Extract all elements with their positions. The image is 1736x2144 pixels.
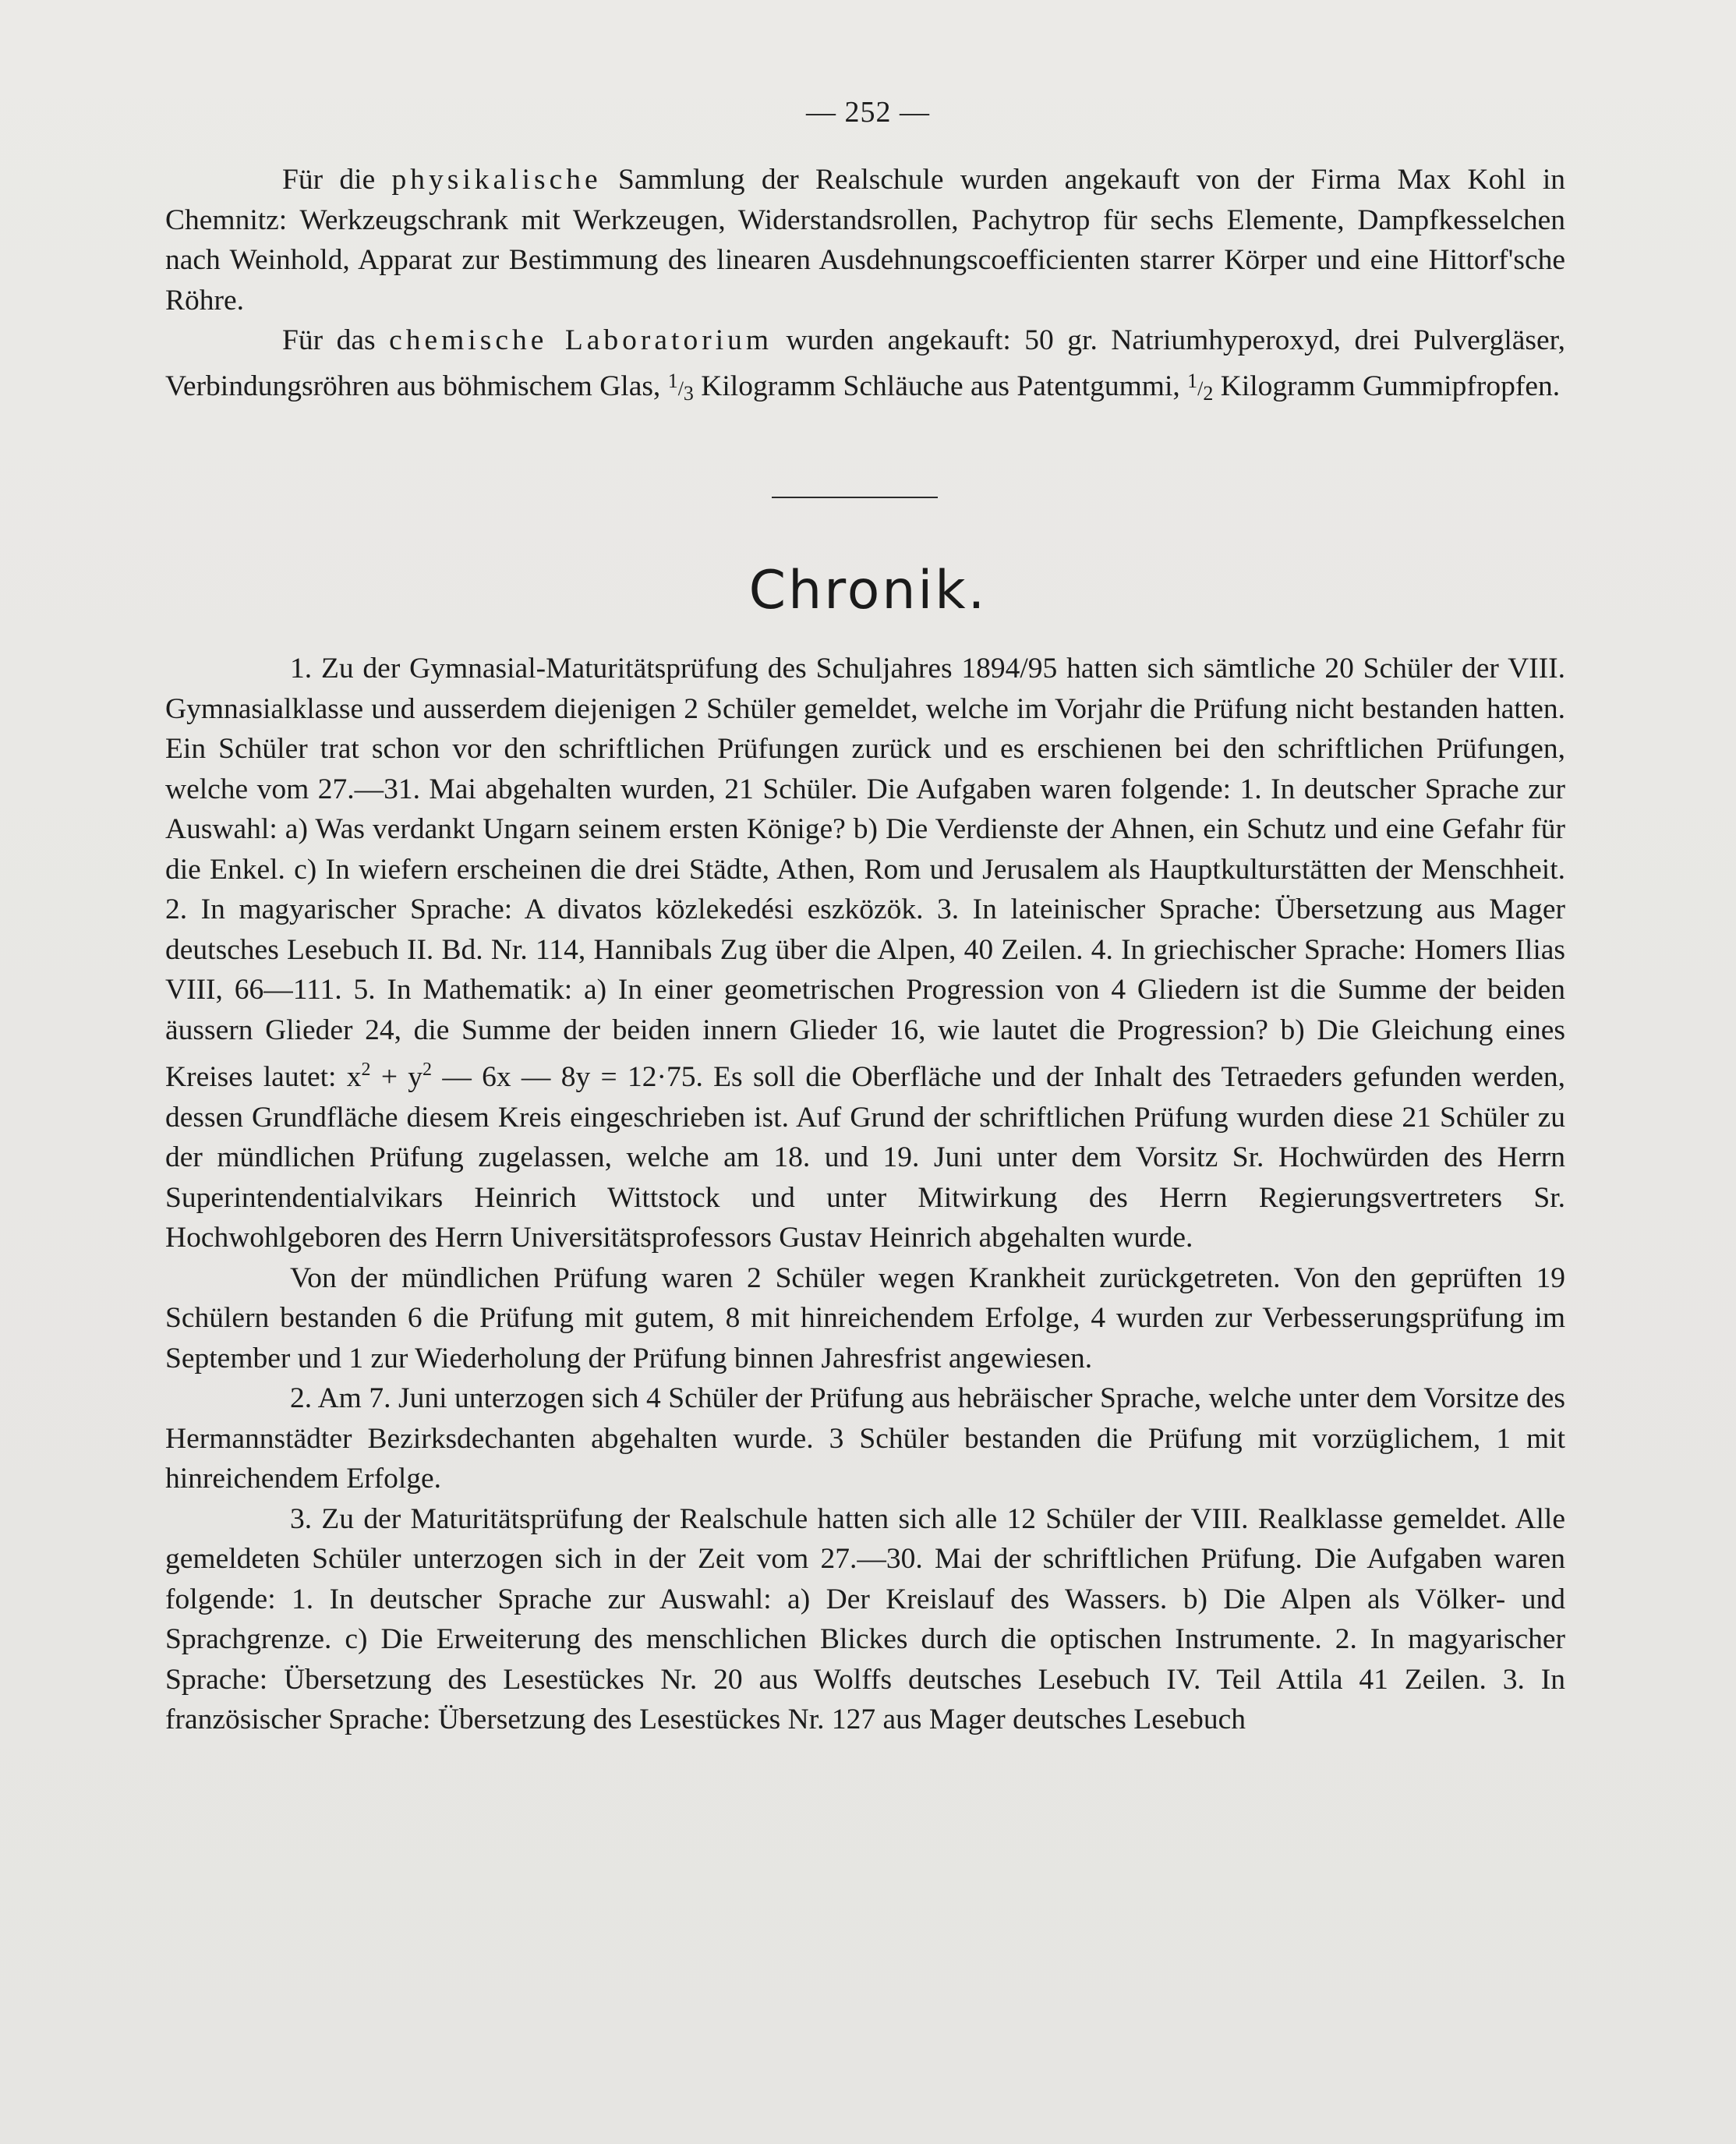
- chemistry-body-3: Kilogramm Gummipfropfen.: [1213, 370, 1561, 402]
- acquisitions-section: [165, 160, 1565, 413]
- hebrew-exam-paragraph: 2. Am 7. Juni unterzogen sich 4 Schüler der Prüfung aus hebräischer Sprache, welche unter dem Vorsitze des Hermannstädter Bezirksdechanten abgehalten wurde. 3 Schüler bestanden die Prüfung mit vorzüglichem, 1 mit hinreichendem Erfolge.: [165, 1382, 1565, 1495]
- oral-exam-paragraph: Von der mündlichen Prüfung waren 2 Schüler wegen Krankheit zurückgetreten. Von den geprüften 19 Schülern bestanden 6 die Prüfung mit gutem, 8 mit hinreichendem Erfolge, 4 wurden zur Verbesserungsprüfung im September und 1 zur Wiederholung der Prüfung binnen Jahresfrist angewiesen.: [165, 1261, 1565, 1374]
- superscript-2: 2: [361, 1060, 371, 1080]
- chronik-section: [165, 649, 1565, 1740]
- realschule-maturity-paragraph: 3. Zu der Maturitätsprüfung der Realschule hatten sich alle 12 Schüler der VIII. Realklasse gemeldet. Alle gemeldeten Schüler unterzogen sich in der Zeit vom 27.—30. Mai der schriftlichen Prüfung. Die Aufgaben waren folgende: 1. In deutscher Sprache zur Auswahl: a) Der Kreislauf des Wassers. b) Die Alpen als Völker- und Sprachgrenze. c) Die Erweiterung des menschlichen Blickes durch die optischen Instrumente. 2. In magyarischer Sprache: Übersetzung des Lesestückes Nr. 20 aus Wolffs deutsches Lesebuch IV. Teil Attila 41 Zeilen. 3. In französischer Sprache: Übersetzung des Lesestückes Nr. 127 aus Mager deutsches Lesebuch: [165, 1502, 1565, 1735]
- fraction-one-third: 1/3: [667, 369, 694, 405]
- physics-body: Sammlung der Realschule wurden angekauft von der Firma Max Kohl in Chemnitz: Werkzeugschrank mit Werkzeugen, Widerstandsrollen, Pachytrop für sechs Elemente, Dampfkesselchen nach Weinhold, Apparat zur Bestimmung des linearen Ausdehnungscoefficienten starrer Körper und eine Hittorf'sche Röhre.: [165, 164, 1565, 317]
- superscript-2: 2: [423, 1060, 433, 1080]
- chemistry-intro: Für das: [282, 324, 390, 356]
- chemistry-spaced-term: chemische Laboratorium: [389, 324, 773, 356]
- chemistry-body-2: Kilogramm Schläuche aus Patentgummi,: [693, 370, 1188, 402]
- chemistry-lab-paragraph: [165, 320, 1565, 413]
- chemistry-body-1: wurden angekauft: 50 gr. Natriumhyperoxyd, drei Pulvergläser, Verbindungsröhren aus böhmischem Glas,: [165, 324, 1566, 402]
- physics-collection-paragraph: [165, 160, 1565, 320]
- section-heading: Chronik.: [748, 560, 988, 621]
- page-number: — 252 —: [806, 96, 930, 129]
- section-divider: [772, 497, 938, 498]
- gymnasium-maturity-paragraph: 1. Zu der Gymnasial-Maturitätsprüfung des Schuljahres 1894/95 hatten sich sämtliche 20 Schüler der VIII. Gymnasialklasse und ausserdem diejenigen 2 Schüler gemeldet, welche im Vorjahr die Prüfung nicht bestanden hatten. Ein Schüler trat schon vor den schriftlichen Prüfungen zurück und es erschienen bei den schriftlichen Prüfungen, welche vom 27.—31. Mai abgehalten wurden, 21 Schüler. Die Aufgaben waren folgende: 1. In deutscher Sprache zur Auswahl: a) Was verdankt Ungarn seinem ersten Könige? b) Die Verdienste der Ahnen, ein Schutz und eine Gefahr für die Enkel. c) In wiefern erscheinen die drei Städte, Athen, Rom und Jerusalem als Hauptkulturstätten der Menschheit. 2. In magyarischer Sprache: A divatos közlekedési eszközök. 3. In lateinischer Sprache: Übersetzung aus Mager deutsches Lesebuch II. Bd. Nr. 114, Hannibals Zug über die Alpen, 40 Zeilen. 4. In griechischer Sprache: Homers Ilias VIII, 66—111. 5. In Mathematik: a) In einer geometrischen Progression von 4 Gliedern ist die Summe der beiden äussern Glieder 24, die Summe der beiden innern Glieder 16, wie lautet die Progression? b) Die Gleichung eines Kreises lautet: $x^2 + y^2$ — 6x — 8y = 12·75. Es soll die Oberfläche und der Inhalt des Tetraeders gefunden werden, dessen Grundfläche diesem Kreis eingeschrieben ist. Auf Grund der schriftlichen Prüfung wurden diese 21 Schüler zu der mündlichen Prüfung zugelassen, welche am 18. und 19. Juni unter dem Vorsitz Sr. Hochwürden des Herrn Superintendentialvikars Heinrich Wittstock und unter Mitwirkung des Herrn Regierungsvertreters Sr. Hochwohlgeboren des Herrn Universitätsprofessors Gustav Heinrich abgehalten wurde.: [165, 653, 1565, 1254]
- fraction-one-half: 1/2: [1187, 369, 1214, 405]
- physics-intro: Für die: [282, 164, 392, 196]
- physics-spaced-term: physikalische: [391, 164, 602, 196]
